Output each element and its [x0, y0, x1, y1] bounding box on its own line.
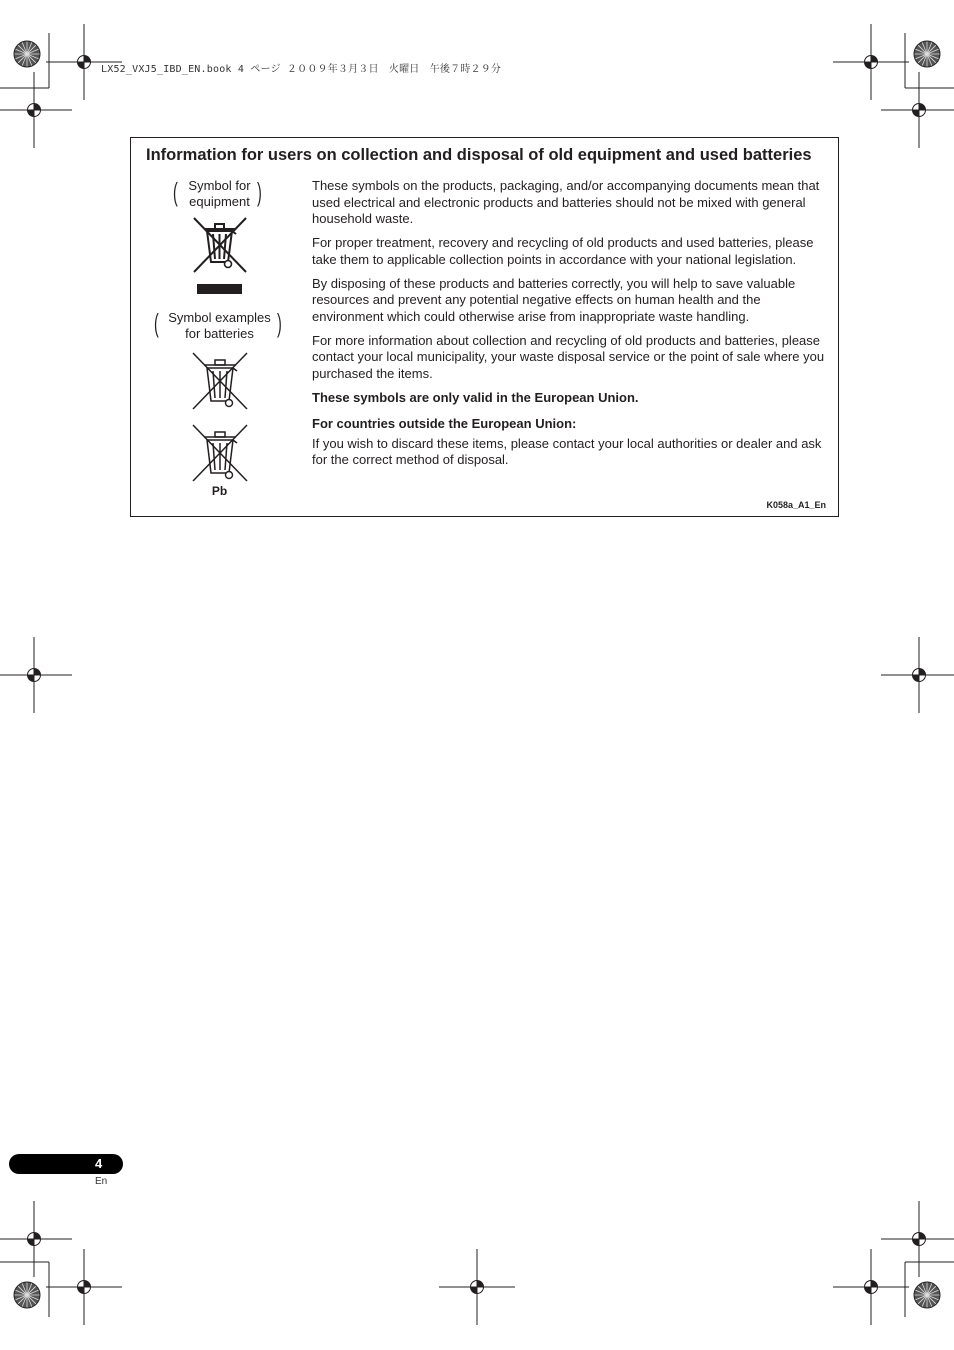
paren-left: ( — [153, 308, 159, 338]
disposal-info-box — [130, 137, 839, 517]
equipment-symbol-label: Symbol for equipment — [188, 178, 251, 209]
paragraph: By disposing of these products and batteries correctly, you will help to save valuable resources and prevent any potential negative effects on human health and the environment which could otherwise arise from inappropriate waste handling. — [312, 275, 796, 324]
black-bar-symbol — [197, 284, 242, 294]
info-title: Information for users on collection and disposal of old equipment and used batteries — [146, 146, 812, 164]
crossed-bin-battery-icon — [191, 351, 249, 413]
outside-eu-text: If you wish to discard these items, please contact your local authorities or dealer and ask for the correct method of disposal. — [312, 435, 822, 467]
pb-label: Pb — [211, 484, 228, 498]
battery-symbol-label: Symbol examples for batteries — [168, 310, 271, 341]
reference-code: K058a_A1_En — [766, 500, 826, 510]
paragraph: For more information about collection and recycling of old products and batteries, please contact your local municipality, your waste disposal service or the point of sale where you purchased the items. — [312, 332, 825, 381]
eu-note: These symbols are only valid in the European Union. — [312, 389, 639, 405]
info-text-column — [312, 178, 830, 476]
print-header: LX52_VXJ5_IBD_EN.book 4 ページ ２００９年３月３日 火曜日 午後７時２９分 — [101, 64, 502, 75]
paragraph: These symbols on the products, packaging, and/or accompanying documents mean that used electrical and electronic products and batteries should not be mixed with general household waste. — [312, 178, 820, 226]
crossed-bin-icon — [192, 216, 248, 276]
page-language: En — [95, 1176, 108, 1187]
paren-right: ) — [256, 177, 262, 207]
outside-eu-heading: For countries outside the European Union: — [312, 416, 577, 431]
paragraph: For proper treatment, recovery and recycling of old products and used batteries, please take them to applicable collection points in accordance with your national legislation. — [312, 235, 814, 267]
paren-right: ) — [276, 308, 282, 338]
paren-left: ( — [172, 177, 178, 207]
crossed-bin-battery-pb-icon — [191, 423, 249, 485]
page-number-tab — [9, 1154, 123, 1174]
page-number: 4 — [95, 1156, 103, 1171]
